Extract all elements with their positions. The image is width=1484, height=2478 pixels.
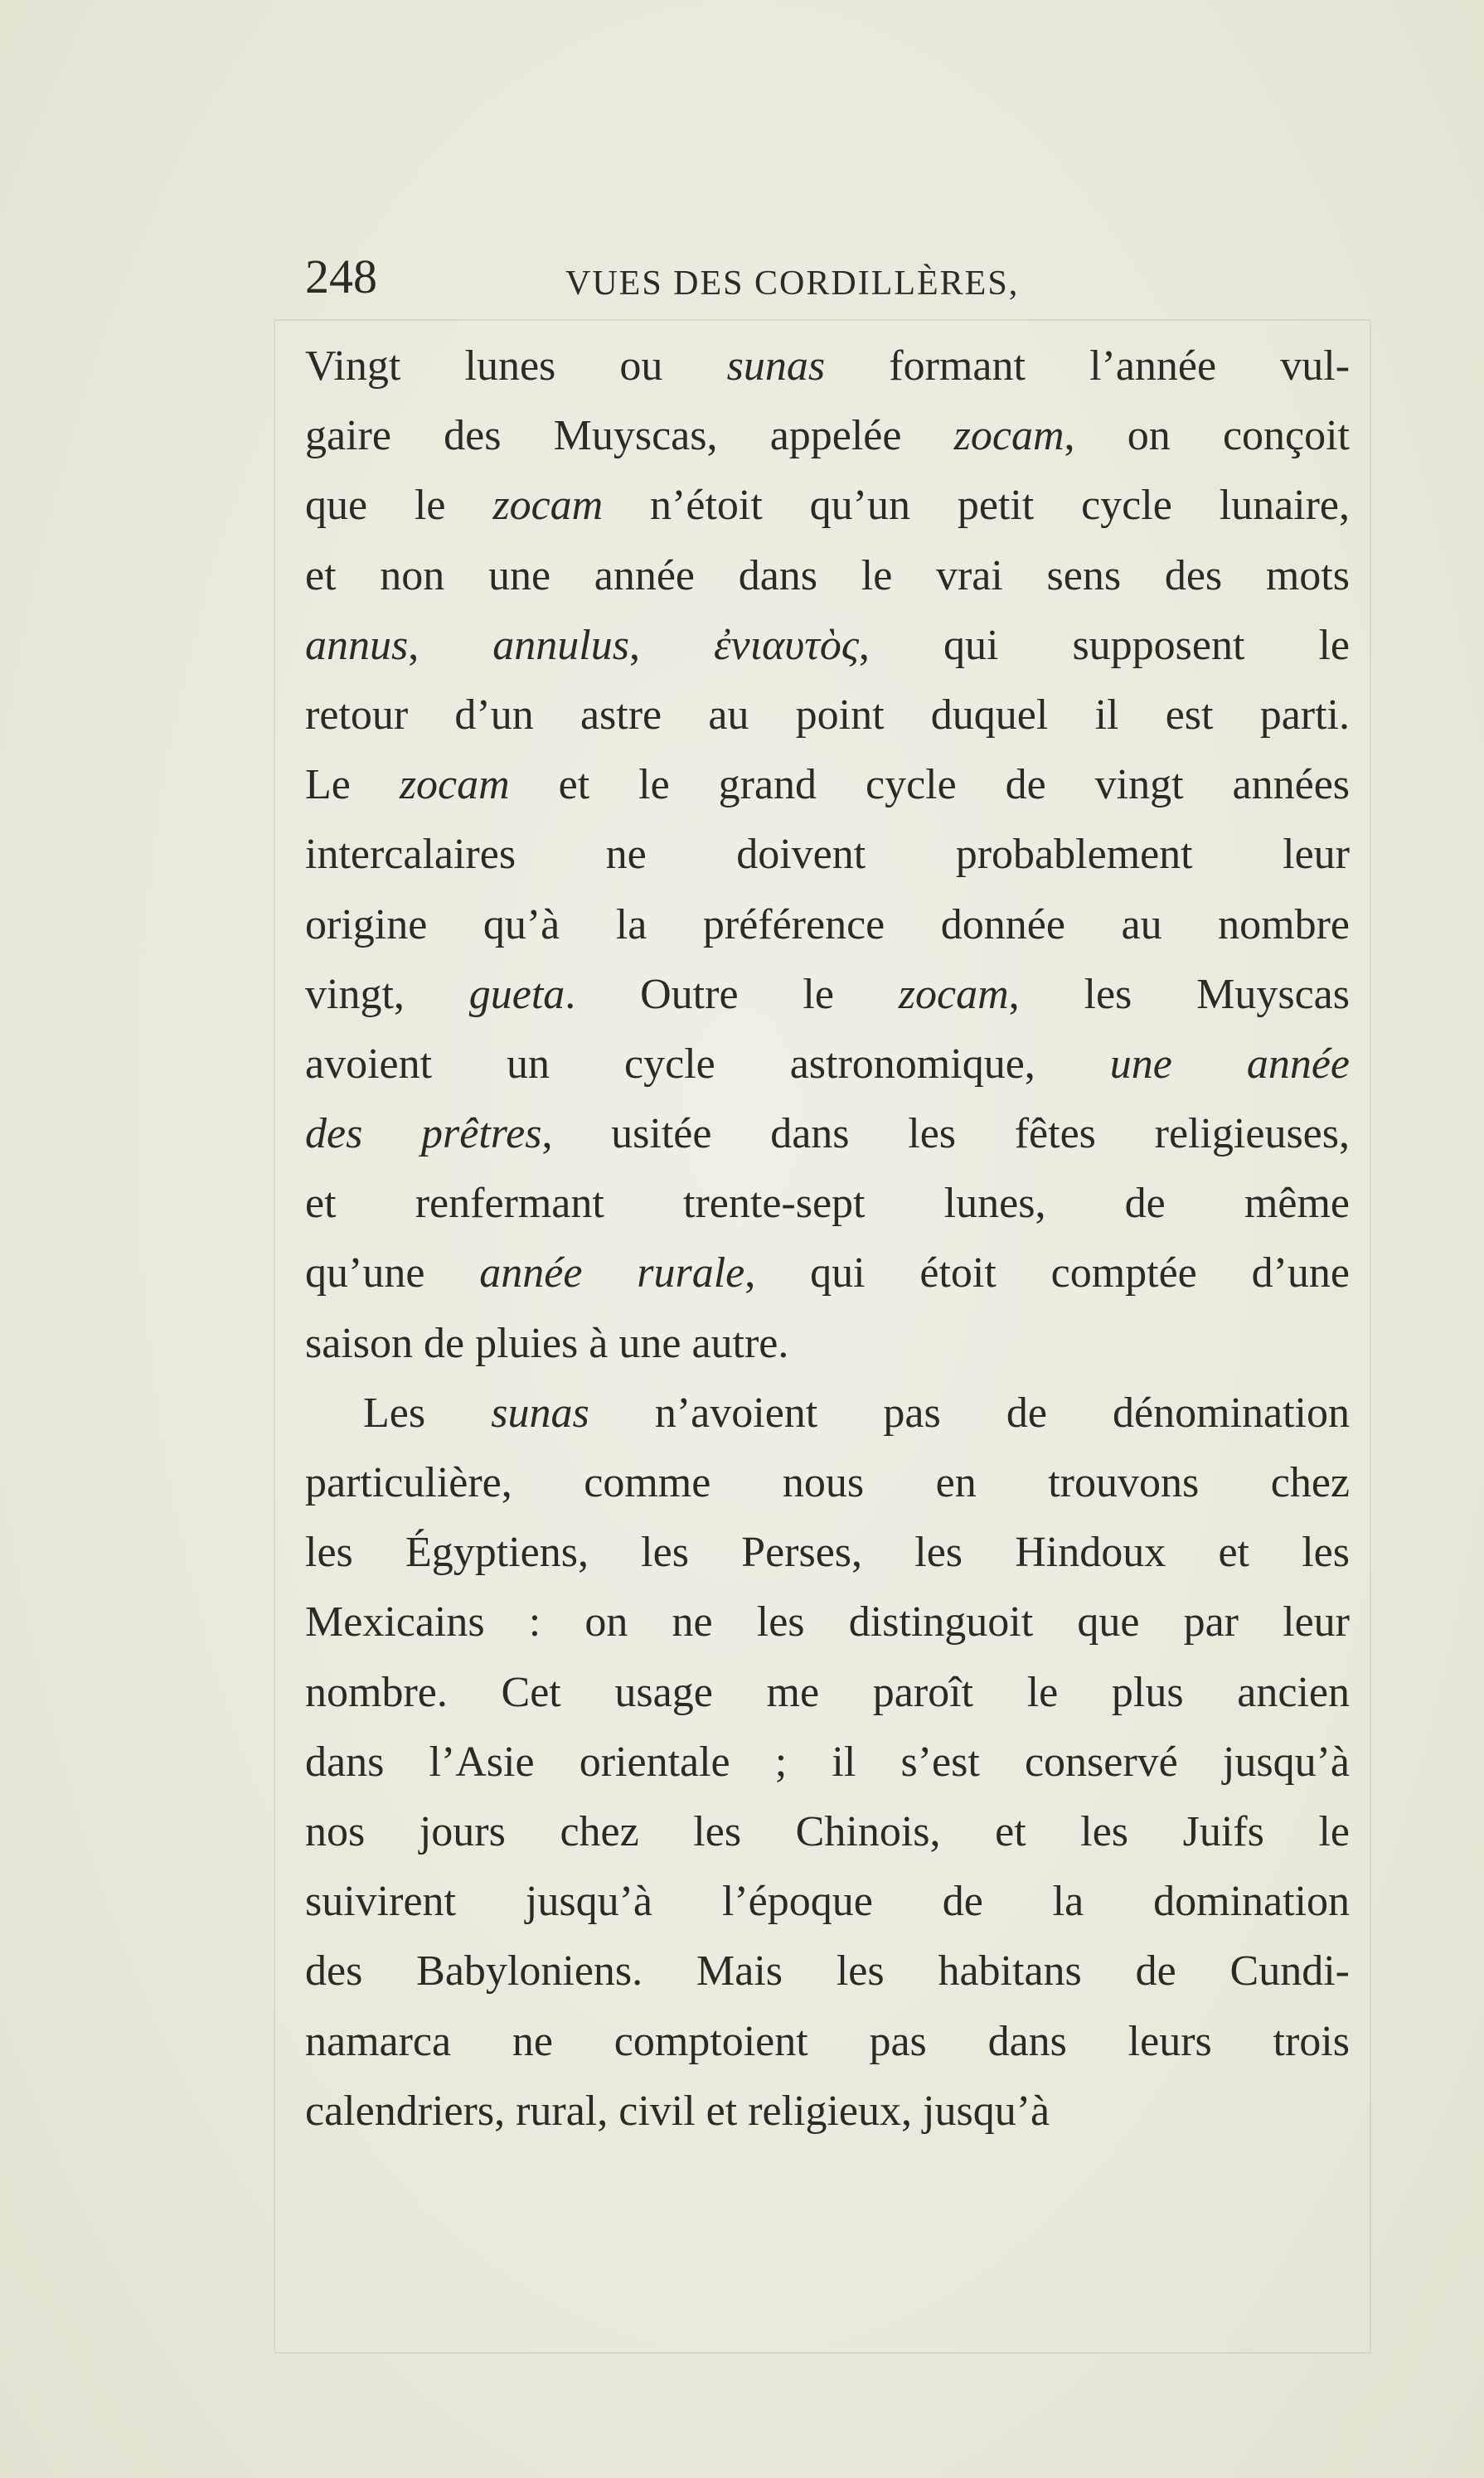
text-line xyxy=(305,2077,1350,2146)
page-header xyxy=(305,249,1134,315)
italic-text: ἐνιαυτὸς xyxy=(714,621,859,669)
italic-text: annulus xyxy=(492,621,629,669)
text-line xyxy=(305,1309,1350,1379)
text-line xyxy=(305,750,1350,820)
text-segment: avoient un cycle astronomique, xyxy=(305,1040,1110,1088)
italic-text: sunas xyxy=(491,1389,589,1437)
text-segment: particulière, comme nous en trouvons chez xyxy=(305,1459,1350,1506)
text-segment: Les xyxy=(363,1389,492,1437)
text-line xyxy=(305,1937,1350,2006)
text-segment: et le grand cycle de vingt années xyxy=(509,761,1351,809)
running-title: VUES DES CORDILLÈRES, xyxy=(565,264,1020,303)
italic-text: zocam xyxy=(898,970,1009,1018)
text-line xyxy=(305,890,1350,960)
text-line xyxy=(305,1239,1350,1308)
italic-text: gueta xyxy=(468,970,565,1018)
text-segment: suivirent jusqu’à l’époque de la domination xyxy=(305,1878,1350,1926)
text-line xyxy=(305,1169,1350,1239)
text-segment: . Outre le xyxy=(565,970,899,1018)
page-number: 248 xyxy=(305,250,377,303)
text-line xyxy=(305,471,1350,541)
text-line xyxy=(305,1379,1350,1448)
text-segment: et renfermant trente-sept lunes, de même xyxy=(305,1180,1350,1228)
text-segment: que le xyxy=(305,482,493,530)
text-segment: calendriers, rural, civil et religieux, jusqu’à xyxy=(305,2087,1050,2135)
text-segment: et non une année dans le vrai sens des mots xyxy=(305,551,1350,599)
text-segment: nombre. Cet usage me paroît le plus ancien xyxy=(305,1668,1350,1716)
text-segment: des Babyloniens. Mais les habitans de Cundi- xyxy=(305,1947,1350,1995)
text-line xyxy=(305,960,1350,1030)
text-segment: vingt, xyxy=(305,970,469,1018)
text-segment: gaire des Muyscas, appelée xyxy=(305,412,954,460)
text-segment: n’étoit qu’un petit cycle lunaire, xyxy=(603,482,1351,530)
text-segment: origine qu’à la préférence donnée au nombre xyxy=(305,900,1350,948)
italic-text: zocam xyxy=(492,482,604,530)
text-segment: formant l’année vul- xyxy=(825,342,1351,390)
italic-text: sunas xyxy=(726,342,826,390)
text-segment: saison de pluies à une autre. xyxy=(305,1319,789,1367)
text-segment: Le xyxy=(305,761,400,809)
text-segment: , les Muyscas xyxy=(1008,970,1350,1018)
text-segment: , xyxy=(408,621,493,669)
text-segment: Vingt lunes ou xyxy=(305,342,727,390)
text-line xyxy=(305,1728,1350,1797)
text-segment: intercalaires ne doivent probablement leur xyxy=(305,831,1350,879)
text-line xyxy=(305,1658,1350,1728)
text-line xyxy=(305,1867,1350,1937)
text-segment: , usitée dans les fêtes religieuses, xyxy=(541,1110,1350,1158)
italic-text: annus xyxy=(305,621,409,669)
text-line xyxy=(305,1797,1350,1867)
text-line xyxy=(305,1099,1350,1169)
text-line xyxy=(305,681,1350,750)
italic-text: des prêtres xyxy=(305,1110,542,1158)
body-text xyxy=(305,332,1350,2146)
text-segment: Mexicains : on ne les distinguoit que par leur xyxy=(305,1598,1350,1646)
text-segment: , xyxy=(628,621,715,669)
text-line xyxy=(305,820,1350,890)
text-line xyxy=(305,2007,1350,2077)
italic-text: zocam xyxy=(399,761,510,809)
text-segment: retour d’un astre au point duquel il est parti. xyxy=(305,691,1350,739)
text-segment: n’avoient pas de dénomination xyxy=(589,1389,1350,1437)
italic-text: une année xyxy=(1109,1040,1350,1088)
text-line xyxy=(305,1588,1350,1657)
text-line xyxy=(305,611,1350,681)
text-segment: dans l’Asie orientale ; il s’est conservé jusqu’à xyxy=(305,1738,1350,1786)
text-line xyxy=(305,401,1350,471)
italic-text: année rurale xyxy=(479,1249,745,1297)
text-line xyxy=(305,1518,1350,1588)
text-segment: , qui supposent le xyxy=(858,621,1351,669)
text-segment: les Égyptiens, les Perses, les Hindoux et les xyxy=(305,1529,1350,1577)
text-segment: , qui étoit comptée d’une xyxy=(744,1249,1350,1297)
italic-text: zocam xyxy=(953,412,1065,460)
text-segment: namarca ne comptoient pas dans leurs trois xyxy=(305,2017,1350,2065)
text-segment: nos jours chez les Chinois, et les Juifs le xyxy=(305,1807,1350,1855)
text-line xyxy=(305,332,1350,401)
text-segment: qu’une xyxy=(305,1249,480,1297)
text-segment: , on conçoit xyxy=(1064,412,1350,460)
text-line xyxy=(305,1448,1350,1518)
text-line xyxy=(305,541,1350,611)
text-line xyxy=(305,1030,1350,1099)
